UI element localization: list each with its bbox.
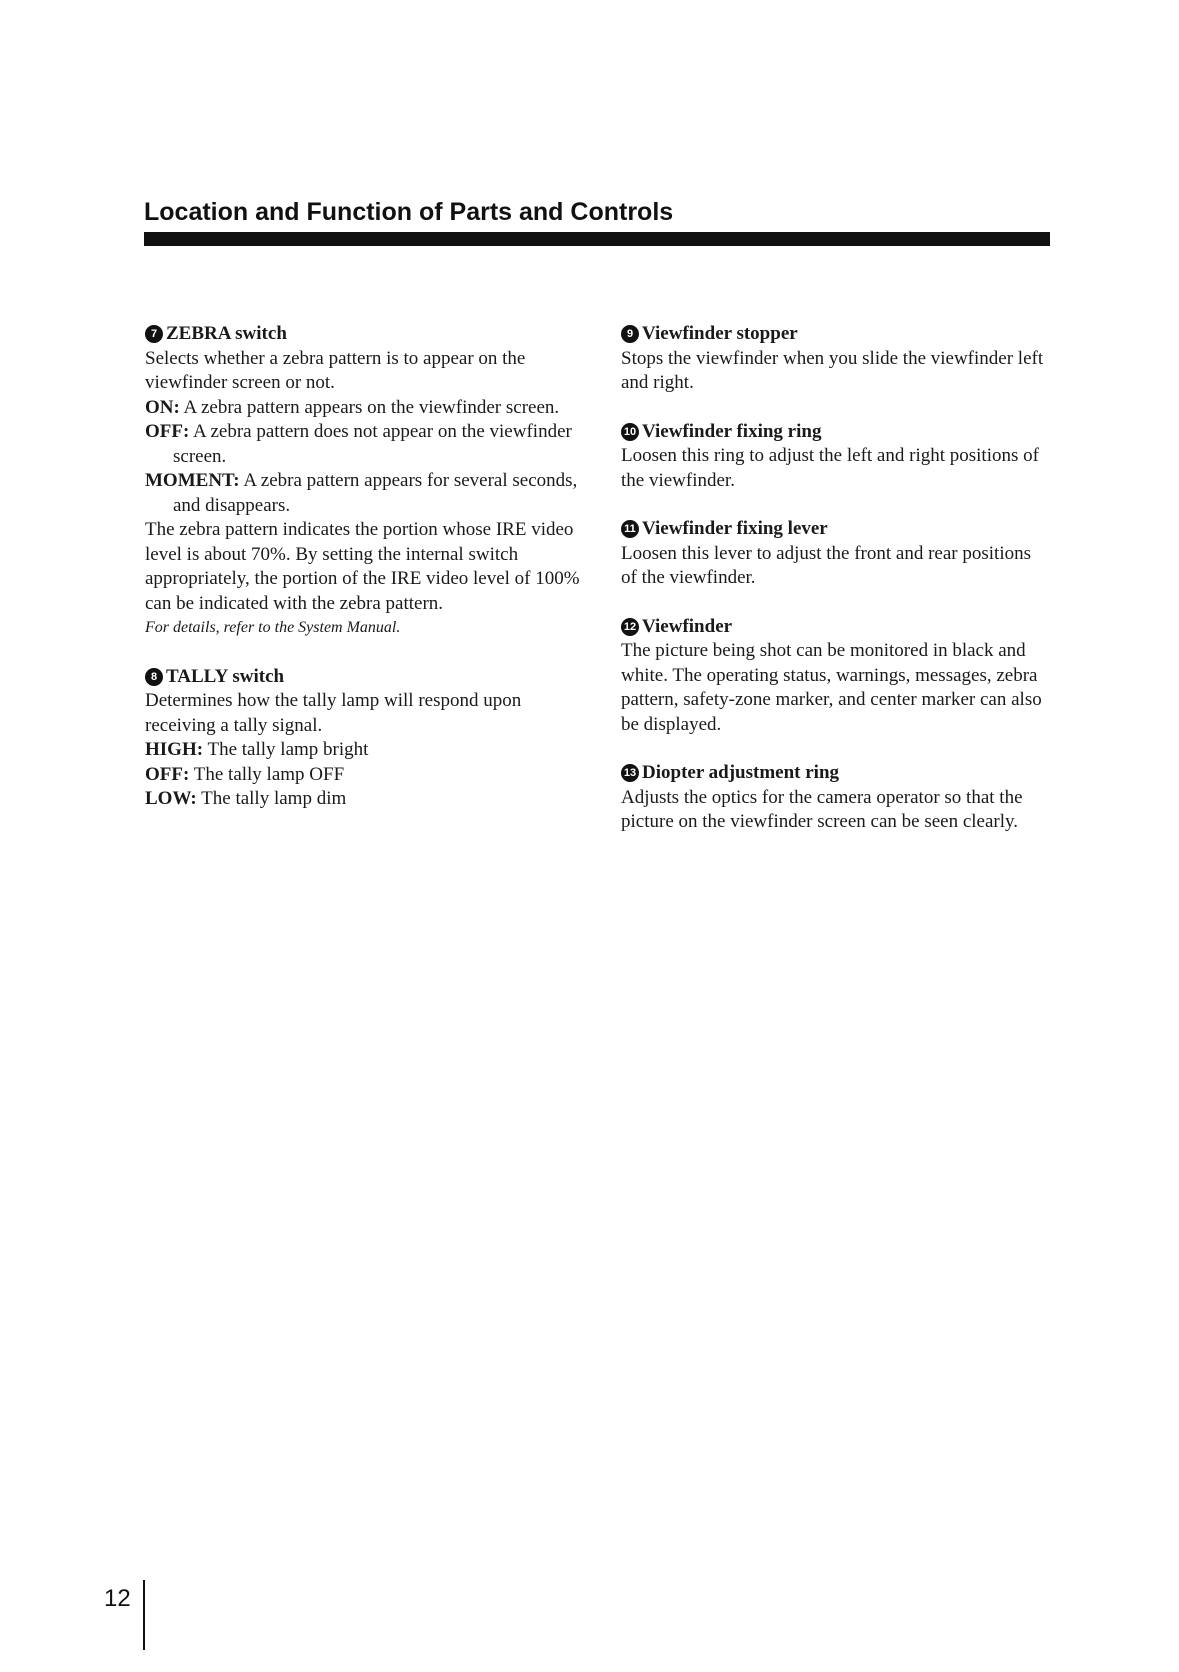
item-number-badge: 13 — [621, 764, 639, 782]
item-zebra-switch — [145, 322, 585, 641]
item-heading: Viewfinder stopper — [642, 323, 798, 344]
item-tally-switch — [145, 665, 585, 812]
item-heading: Viewfinder fixing ring — [642, 420, 822, 442]
option-text: A zebra pattern does not appear on the viewfinder screen. — [173, 421, 572, 467]
item-description: Determines how the tally lamp will respond upon receiving a tally signal. — [145, 690, 522, 736]
item-viewfinder-fixing-ring — [621, 420, 1051, 494]
option-text: The tally lamp dim — [201, 788, 347, 809]
item-number-badge: 9 — [621, 325, 639, 343]
item-number-badge: 7 — [145, 325, 163, 343]
item-heading: TALLY switch — [166, 665, 285, 687]
option-text: A zebra pattern appears on the viewfinder screen. — [183, 396, 560, 418]
item-number-badge: 10 — [621, 423, 639, 441]
item-viewfinder-fixing-lever — [621, 517, 1051, 591]
item-viewfinder-stopper — [621, 322, 1051, 396]
item-viewfinder — [621, 615, 1051, 738]
page-number: 12 — [104, 1585, 131, 1612]
title-rule — [144, 232, 1050, 246]
item-number-badge: 12 — [621, 618, 639, 636]
option-label: MOMENT: — [145, 470, 240, 491]
section-title: Location and Function of Parts and Controls — [144, 198, 674, 226]
option-row — [145, 738, 585, 763]
reference-note: For details, refer to the System Manual. — [145, 619, 401, 636]
option-row — [145, 469, 585, 518]
item-heading: ZEBRA switch — [166, 323, 287, 344]
option-text: The tally lamp OFF — [193, 763, 345, 785]
item-description: Adjusts the optics for the camera operator so that the picture on the viewfinder screen can be seen clearly. — [621, 786, 1023, 832]
option-label: HIGH: — [145, 739, 204, 760]
item-number-badge: 11 — [621, 520, 639, 538]
item-number-badge: 8 — [145, 668, 163, 686]
option-label: OFF: — [145, 763, 190, 785]
item-heading: Viewfinder — [642, 615, 733, 637]
item-heading: Viewfinder fixing lever — [642, 518, 828, 539]
item-description: Loosen this ring to adjust the left and right positions of the viewfinder. — [621, 445, 1039, 491]
option-row — [145, 763, 585, 788]
item-description: Stops the viewfinder when you slide the viewfinder left and right. — [621, 347, 1044, 393]
option-row — [145, 396, 585, 421]
option-label: LOW: — [145, 788, 197, 809]
item-extra-text: The zebra pattern indicates the portion whose IRE video level is about 70%. By setting the internal switch appropriately, the portion of the IRE video level of 100% can be indicated with the zebra pattern. — [145, 519, 580, 614]
option-label: OFF: — [145, 421, 190, 442]
right-column — [621, 322, 1051, 859]
item-description: Loosen this lever to adjust the front and rear positions of the viewfinder. — [621, 542, 1031, 588]
option-text: A zebra pattern appears for several seconds, and disappears. — [173, 470, 578, 516]
option-label: ON: — [145, 396, 180, 418]
item-description: Selects whether a zebra pattern is to appear on the viewfinder screen or not. — [145, 347, 526, 393]
item-diopter-adjustment-ring — [621, 761, 1051, 835]
item-description: The picture being shot can be monitored in black and white. The operating status, warnings, messages, zebra pattern, safety-zone marker, and center marker can also be displayed. — [621, 640, 1042, 735]
left-column — [145, 322, 585, 836]
option-text: The tally lamp bright — [207, 739, 369, 760]
option-row — [145, 420, 585, 469]
page-number-rule — [143, 1580, 145, 1650]
option-row — [145, 787, 585, 812]
item-heading: Diopter adjustment ring — [642, 762, 840, 783]
